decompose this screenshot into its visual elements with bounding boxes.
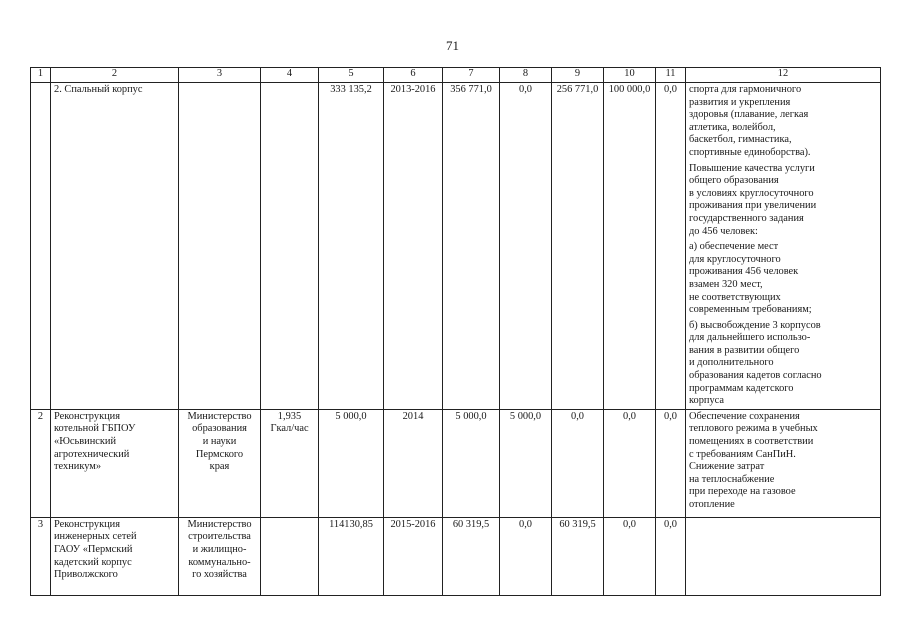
result-line: корпуса (689, 395, 725, 407)
customer-line: Министерство (187, 410, 252, 422)
row-number-cell: 2 (31, 409, 51, 517)
total-cell: 5 000,0 (443, 409, 500, 517)
name-line: кадетский корпус (54, 556, 132, 568)
header-cell: 5 (319, 68, 384, 83)
result-line: с требованиям СанПиН. (689, 448, 796, 460)
result-line: атлетика, волейбол, (689, 121, 776, 133)
result-line: и дополнительного (689, 357, 774, 369)
result-line: в условиях круглосуточного (689, 187, 814, 199)
name-line: Реконструкция (54, 518, 121, 530)
result-line: общего образования (689, 175, 779, 187)
table-row (31, 517, 881, 595)
result-line: Снижение затрат (689, 461, 765, 473)
program-table (30, 67, 881, 596)
result-line: современным требованиям; (689, 304, 812, 316)
result-line: помещениях в соответствии (689, 436, 814, 448)
object-name-cell (51, 409, 179, 517)
year3-cell: 100 000,0 (604, 83, 656, 410)
row-number-cell (31, 83, 51, 410)
result-line: вания в развитии общего (689, 344, 800, 356)
total-cell: 356 771,0 (443, 83, 500, 410)
customer-cell (179, 517, 261, 595)
result-paragraph (689, 241, 877, 317)
year1-cell: 0,0 (500, 83, 552, 410)
capacity-line: 1,935 (277, 410, 302, 422)
customer-cell (179, 409, 261, 517)
result-line: а) обеспечение мест (689, 241, 779, 253)
customer-line: и науки (202, 436, 237, 448)
object-name-cell: 2. Спальный корпус (51, 83, 179, 410)
customer-line: и жилищно- (192, 544, 247, 556)
name-line: техникум» (54, 461, 102, 473)
estimated-cost-cell: 333 135,2 (319, 83, 384, 410)
result-line: отопление (689, 499, 735, 510)
result-line: Обеспечение сохранения (689, 410, 800, 422)
header-cell: 3 (179, 68, 261, 83)
result-line: образования кадетов согласно (689, 370, 822, 382)
year1-cell: 0,0 (500, 517, 552, 595)
result-line: б) высвобождение 3 корпусов (689, 319, 821, 331)
header-cell: 2 (51, 68, 179, 83)
header-cell: 4 (261, 68, 319, 83)
result-line: здоровья (плавание, легкая (689, 109, 809, 121)
customer-line: го хозяйства (192, 569, 247, 581)
year2-cell: 256 771,0 (552, 83, 604, 410)
result-paragraph (689, 163, 877, 239)
customer-line: коммунально- (188, 556, 251, 568)
period-cell: 2014 (384, 409, 443, 517)
customer-line: Пермского (195, 448, 244, 460)
result-line: теплового режима в учебных (689, 423, 818, 435)
estimated-cost-cell: 114130,85 (319, 517, 384, 595)
capacity-cell (261, 83, 319, 410)
name-line: ГАОУ «Пермский (54, 544, 133, 556)
year3-cell: 0,0 (604, 409, 656, 517)
result-cell (686, 83, 881, 410)
result-line: государственного задания (689, 212, 804, 224)
period-cell: 2013-2016 (384, 83, 443, 410)
year4-cell: 0,0 (656, 409, 686, 517)
name-line: «Юсьвинский (54, 436, 117, 448)
customer-line: края (209, 461, 230, 473)
result-line: при переходе на газовое (689, 486, 796, 498)
year1-cell: 5 000,0 (500, 409, 552, 517)
result-line: для дальнейшего использо- (689, 332, 811, 344)
result-line: баскетбол, гимнастика, (689, 134, 792, 146)
header-cell: 6 (384, 68, 443, 83)
total-cell: 60 319,5 (443, 517, 500, 595)
header-cell: 10 (604, 68, 656, 83)
year3-cell: 0,0 (604, 517, 656, 595)
name-line: агротехнический (54, 448, 130, 460)
header-cell: 12 (686, 68, 881, 83)
year2-cell: 0,0 (552, 409, 604, 517)
result-line: проживания 456 человек (689, 266, 799, 278)
result-line: Повышение качества услуги (689, 162, 815, 174)
column-number-header (31, 68, 881, 83)
name-line: Приволжского (54, 569, 118, 581)
year4-cell: 0,0 (656, 517, 686, 595)
capacity-cell (261, 517, 319, 595)
result-line: программам кадетского (689, 382, 794, 394)
result-paragraph (689, 320, 877, 408)
capacity-line: Гкал/час (270, 423, 309, 435)
customer-line: строительства (188, 531, 251, 543)
result-paragraph (689, 84, 877, 160)
result-line: развития и укрепления (689, 96, 791, 108)
header-cell: 7 (443, 68, 500, 83)
header-cell: 8 (500, 68, 552, 83)
estimated-cost-cell: 5 000,0 (319, 409, 384, 517)
name-line: инженерных сетей (54, 531, 137, 543)
result-line: взамен 320 мест, (689, 278, 763, 290)
result-line: спорта для гармоничного (689, 84, 802, 95)
period-cell: 2015-2016 (384, 517, 443, 595)
name-line: котельной ГБПОУ (54, 423, 136, 435)
result-line: до 456 человек: (689, 225, 758, 237)
result-line: не соответствующих (689, 291, 781, 303)
page-number: 71 (446, 38, 459, 53)
table-row (31, 409, 881, 517)
customer-line: образования (192, 423, 247, 435)
object-name-cell (51, 517, 179, 595)
year2-cell: 60 319,5 (552, 517, 604, 595)
customer-cell (179, 83, 261, 410)
table-row (31, 83, 881, 410)
header-cell: 9 (552, 68, 604, 83)
capacity-cell (261, 409, 319, 517)
result-cell (686, 409, 881, 517)
header-cell: 1 (31, 68, 51, 83)
result-cell (686, 517, 881, 595)
year4-cell: 0,0 (656, 83, 686, 410)
header-cell: 11 (656, 68, 686, 83)
name-line: Реконструкция (54, 410, 121, 422)
row-number-cell: 3 (31, 517, 51, 595)
customer-line: Министерство (187, 518, 252, 530)
result-line: для круглосуточного (689, 253, 781, 265)
result-line: проживания при увеличении (689, 200, 817, 212)
result-line: на теплоснабжение (689, 473, 775, 485)
result-line: спортивные единоборства). (689, 146, 811, 158)
